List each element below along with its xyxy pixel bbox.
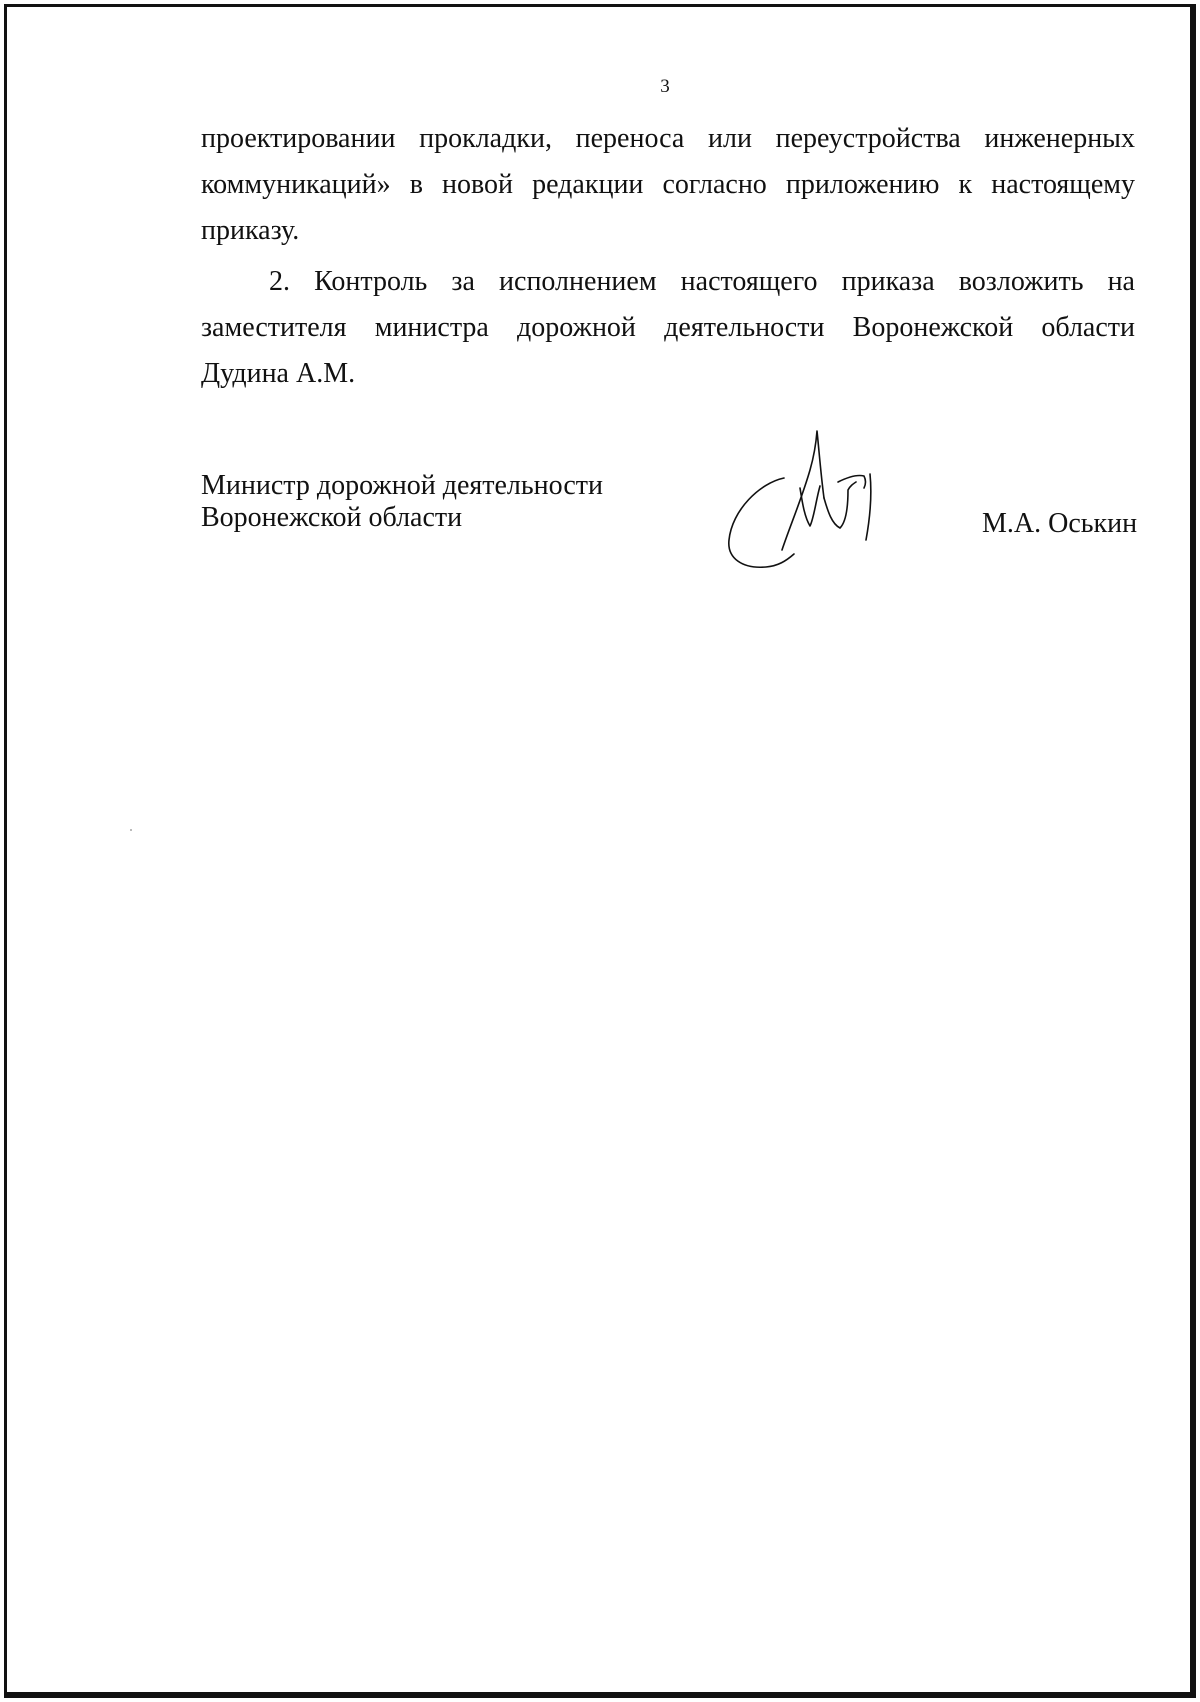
signatory-position-line-1: Министр дорожной деятельности: [201, 470, 604, 501]
handwritten-signature: [720, 428, 900, 578]
signature-stroke-loop: [729, 478, 794, 567]
signature-stroke-stem: [782, 431, 824, 550]
signatory-position-line-2: Воронежской области: [201, 502, 463, 533]
signatory-position: [201, 470, 603, 534]
scan-artifact: [130, 829, 132, 831]
signature-stroke-descender: [866, 474, 871, 540]
paragraph-1-line-2: коммуникаций» в новой редакции согласно приложению к настоящему: [201, 169, 1135, 200]
paragraph-continuation: [201, 116, 1135, 254]
signer-name: М.А. Оськин: [982, 508, 1138, 539]
paragraph-2-line-2: заместителя министра дорожной деятельности Воронежской области: [201, 312, 1135, 343]
paragraph-2-line-1: 2. Контроль за исполнением настоящего приказа возложить на: [269, 266, 1135, 297]
paragraph-1-line-1: проектировании прокладки, переноса или переустройства инженерных: [201, 123, 1135, 154]
signature-stroke-letter-2: [824, 482, 856, 528]
page-number: 3: [660, 76, 670, 97]
paragraph-item-2: [201, 259, 1135, 397]
paragraph-2-line-3: Дудина А.М.: [201, 358, 356, 389]
paragraph-1-line-3: приказу.: [201, 215, 300, 246]
